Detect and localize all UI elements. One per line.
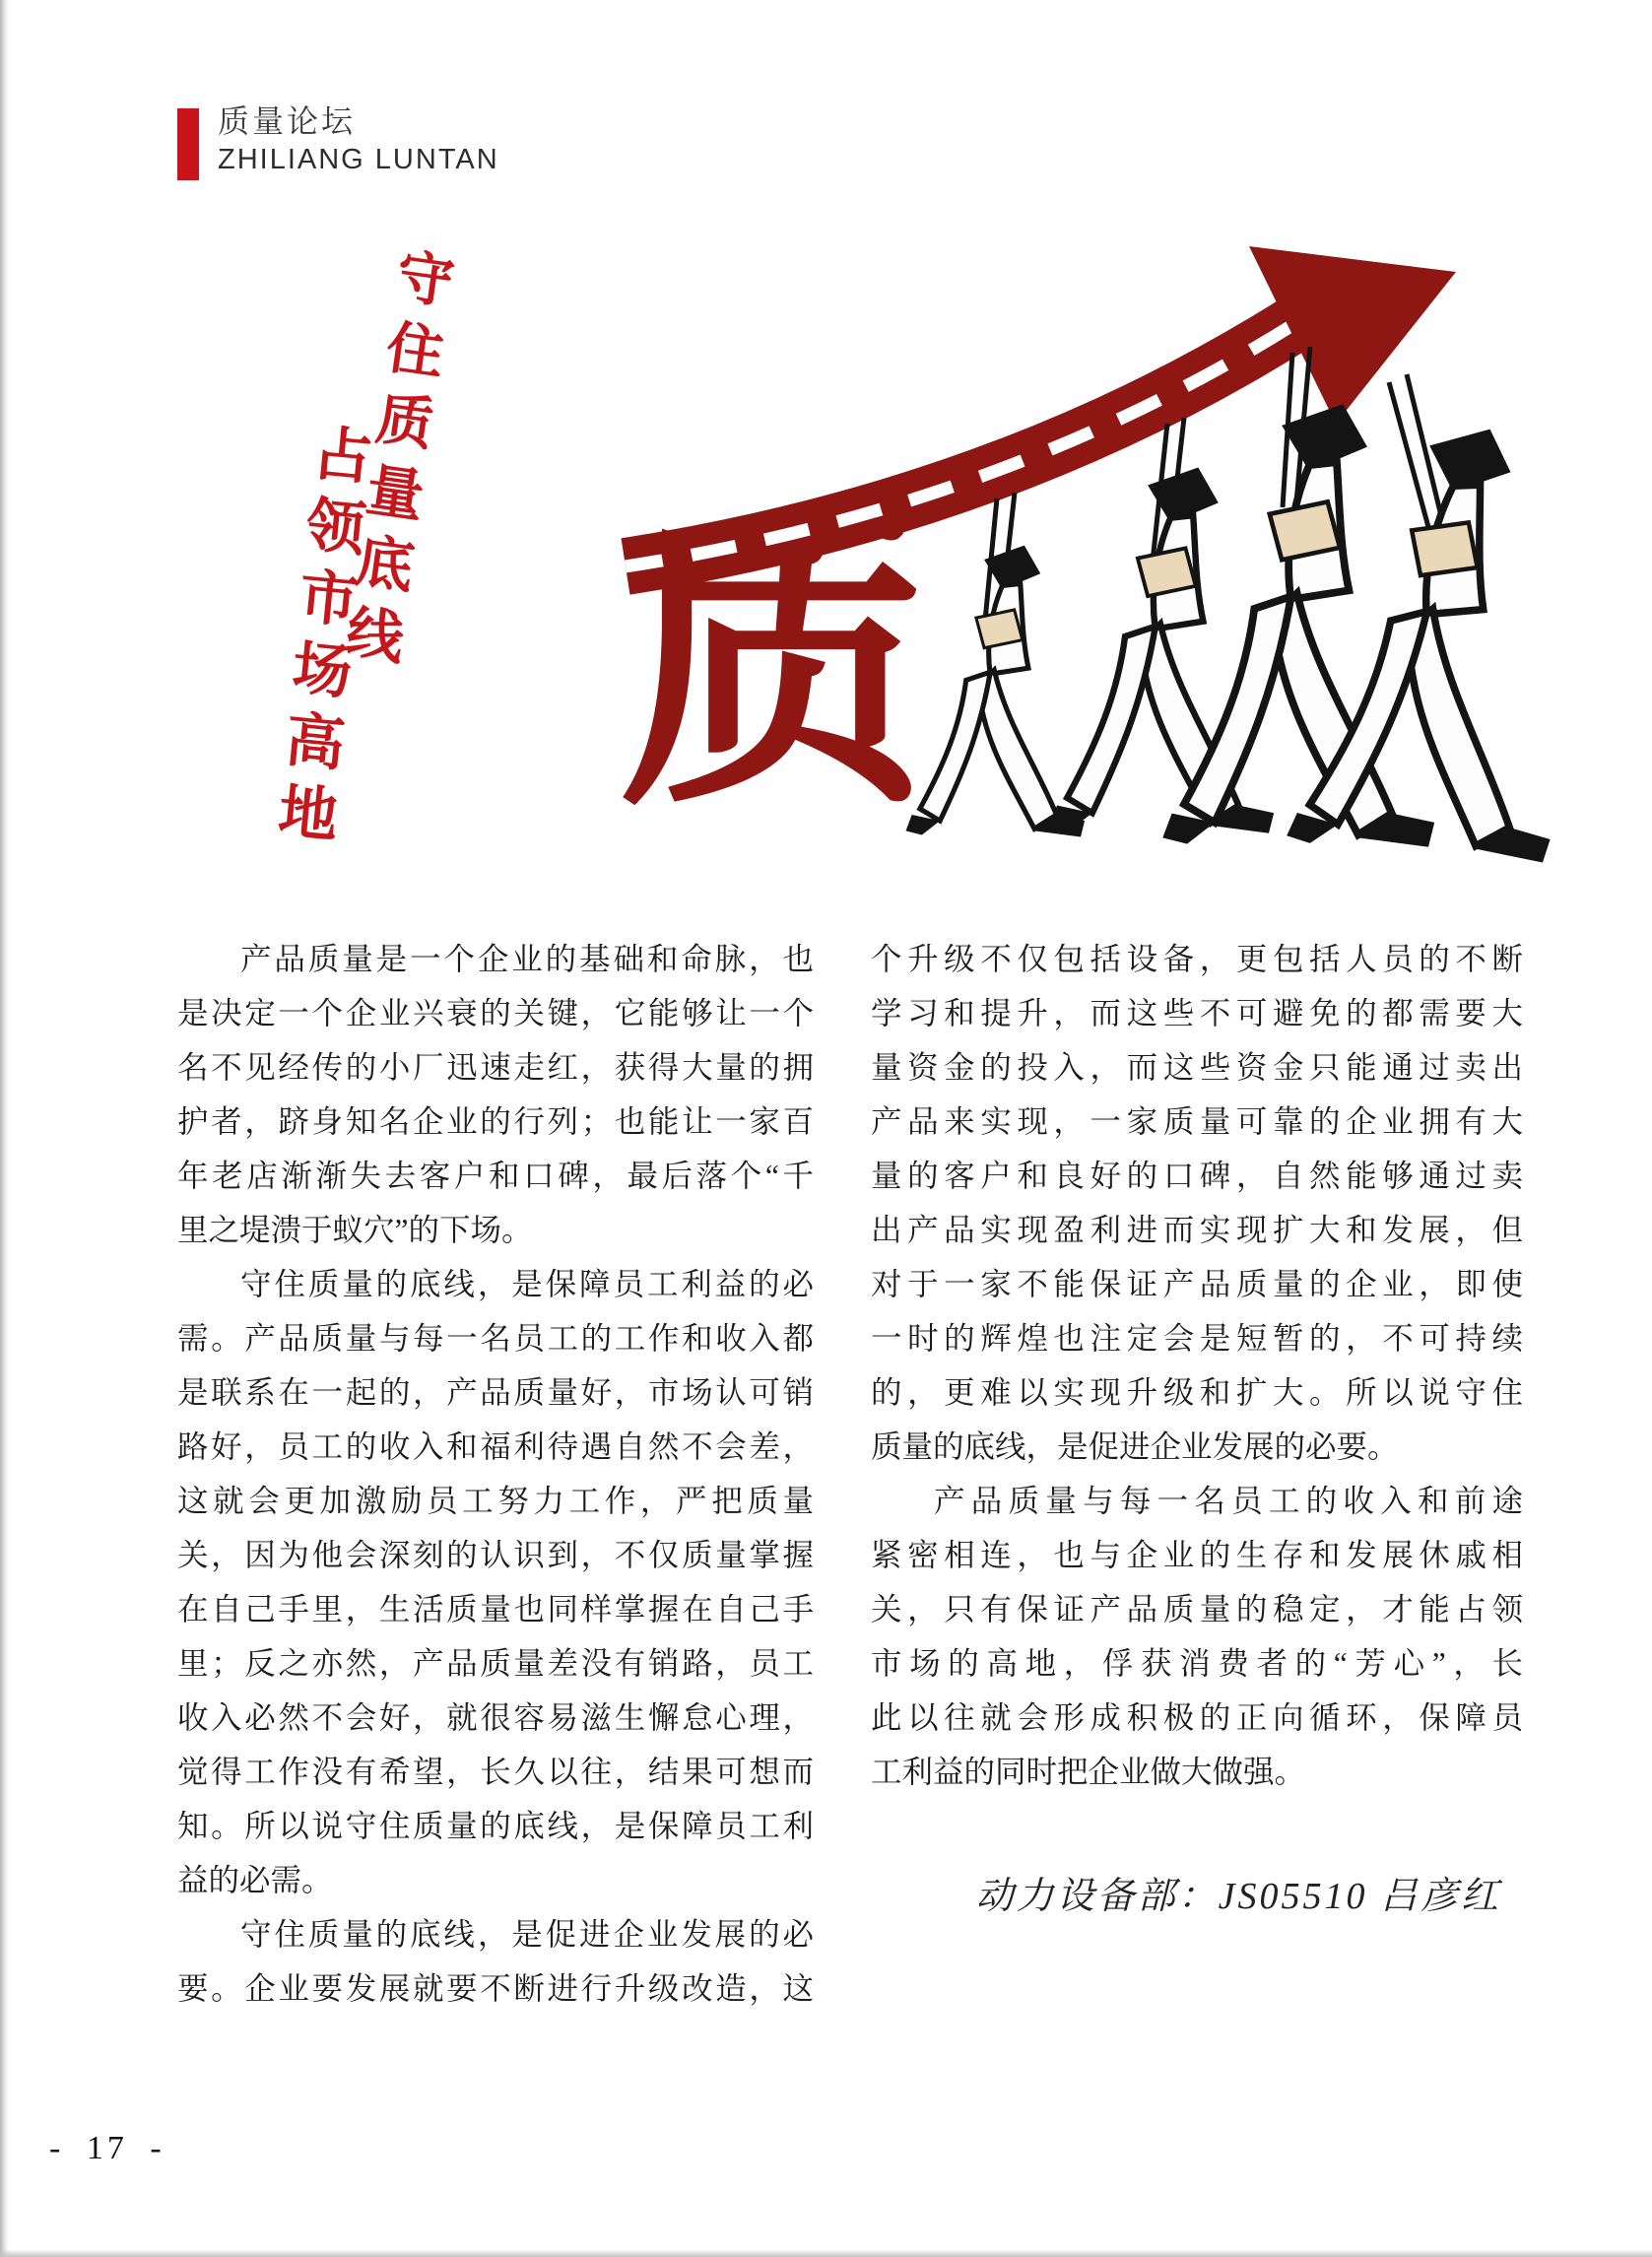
text-line: 关，只有保证产品质量的稳定，才能占领 bbox=[871, 1592, 1523, 1626]
article-title-line-1: 守住质量底线 bbox=[332, 243, 456, 681]
text-line: 一时的辉煌也注定会是短暂的，不可持续 bbox=[871, 1321, 1523, 1356]
section-title-chinese: 质量论坛 bbox=[218, 103, 357, 139]
header-accent-block bbox=[177, 108, 199, 180]
text-line: 是决定一个企业兴衰的关键，它能够让一个 bbox=[177, 996, 814, 1030]
walker-figure-1 bbox=[906, 546, 1086, 837]
text-line: 名不见经传的小厂迅速走红，获得大量的拥 bbox=[177, 1050, 814, 1085]
page-number: - 17 - bbox=[49, 2130, 165, 2166]
body-column-right bbox=[871, 932, 1523, 1799]
text-line: 益的必需。 bbox=[177, 1863, 333, 1897]
text-line: 里之堤溃于蚁穴”的下场。 bbox=[177, 1213, 533, 1247]
text-line: 里；反之亦然，产品质量差没有销路，员工 bbox=[177, 1646, 814, 1681]
text-line: 学习和提升，而这些不可避免的都需要大 bbox=[871, 996, 1523, 1030]
text-line: 质量的底线，是促进企业发展的必要。 bbox=[871, 1429, 1399, 1464]
text-line: 需。产品质量与每一名员工的工作和收入都 bbox=[177, 1321, 814, 1356]
text-line: 守住质量的底线，是保障员工利益的必 bbox=[240, 1267, 814, 1301]
text-line: 这就会更加激励员工努力工作，严把质量 bbox=[177, 1484, 814, 1518]
body-column-left bbox=[177, 932, 814, 2016]
big-quality-character: 质 bbox=[619, 498, 929, 841]
text-line: 量的客户和良好的口碑，自然能够通过卖 bbox=[871, 1159, 1523, 1193]
text-line: 产品质量是一个企业的基础和命脉，也 bbox=[240, 942, 814, 976]
text-line: 要。企业要发展就要不断进行升级改造，这 bbox=[177, 1971, 814, 2006]
text-line: 工利益的同时把企业做大做强。 bbox=[871, 1755, 1306, 1789]
text-line: 路好，员工的收入和福利待遇自然不会差， bbox=[177, 1429, 814, 1464]
text-line: 在自己手里，生活质量也同样掌握在自己手 bbox=[177, 1592, 814, 1626]
text-line: 市场的高地，俘获消费者的“芳心”，长 bbox=[871, 1646, 1523, 1681]
arrow-road-band bbox=[626, 320, 1300, 566]
text-line: 紧密相连，也与企业的生存和发展休戚相 bbox=[871, 1538, 1523, 1572]
text-line: 知。所以说守住质量的底线，是保障员工利 bbox=[177, 1809, 814, 1843]
text-line: 的，更难以实现升级和扩大。所以说守住 bbox=[871, 1375, 1523, 1410]
byline: 动力设备部：JS05510 吕彦红 bbox=[975, 1876, 1501, 1917]
text-line: 此以往就会形成积极的正向循环，保障员 bbox=[871, 1700, 1523, 1735]
text-line: 关，因为他会深刻的认识到，不仅质量掌握 bbox=[177, 1538, 814, 1572]
text-line: 守住质量的底线，是促进企业发展的必 bbox=[240, 1917, 814, 1952]
text-line: 护者，跻身知名企业的行列；也能让一家百 bbox=[177, 1104, 814, 1139]
text-line: 个升级不仅包括设备，更包括人员的不断 bbox=[871, 942, 1523, 976]
section-title-pinyin: ZHILIANG LUNTAN bbox=[218, 144, 499, 175]
text-line: 收入必然不会好，就很容易滋生懈怠心理， bbox=[177, 1700, 814, 1735]
text-line: 出产品实现盈利进而实现扩大和发展，但 bbox=[871, 1213, 1523, 1247]
text-line: 量资金的投入，而这些资金只能通过卖出 bbox=[871, 1050, 1523, 1085]
text-line: 对于一家不能保证产品质量的企业，即使 bbox=[871, 1267, 1523, 1301]
text-line: 年老店渐渐失去客户和口碑，最后落个“千 bbox=[177, 1159, 814, 1193]
text-line: 觉得工作没有希望，长久以往，结果可想而 bbox=[177, 1755, 814, 1789]
article-title-line-2: 占领市场高地 bbox=[267, 420, 373, 857]
text-line: 产品质量与每一名员工的收入和前途 bbox=[934, 1484, 1523, 1518]
text-line: 是联系在一起的，产品质量好，市场认可销 bbox=[177, 1375, 814, 1410]
text-line: 产品来实现，一家质量可靠的企业拥有大 bbox=[871, 1104, 1523, 1139]
quality-arrow-illustration bbox=[591, 236, 1556, 887]
page-edge-bottom bbox=[0, 2249, 1652, 2257]
walker-figure-2 bbox=[1049, 468, 1274, 833]
page-edge-left bbox=[0, 0, 9, 2257]
